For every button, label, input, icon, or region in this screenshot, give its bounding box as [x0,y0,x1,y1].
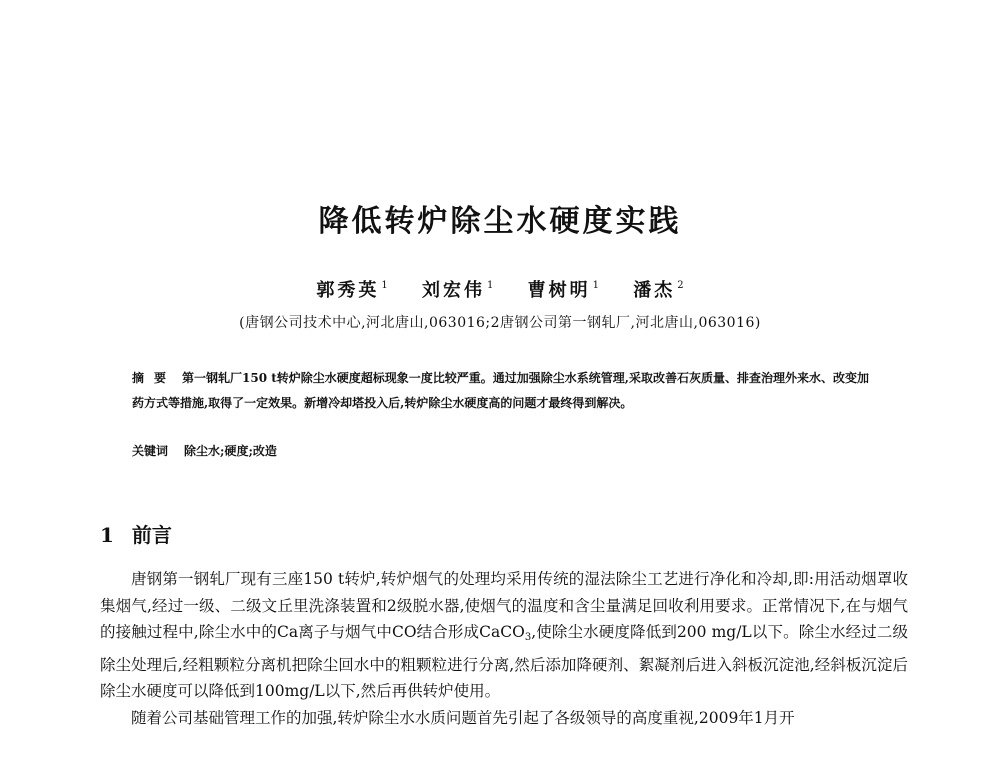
author-name: 潘杰 [633,280,676,301]
section-heading [100,519,172,548]
paper-title: 降低转炉除尘水硬度实践 [318,204,682,239]
author [422,276,493,302]
affiliation-marker: 1 [381,280,388,291]
abstract [132,366,872,416]
affiliation-marker: 2 [677,280,684,291]
author-name: 曹树明 [527,280,591,301]
author-name: 刘宏伟 [421,280,485,301]
author-name: 郭秀英 [316,280,380,301]
body-text [100,566,908,732]
section-title: 前言 [131,523,172,547]
abstract-label: 摘要 [132,371,177,385]
author [316,276,387,302]
subscript: 3 [524,632,532,644]
author [633,276,683,302]
keywords-label: 关键词 [132,444,169,458]
keywords [132,442,872,459]
affiliation-marker: 1 [592,280,600,291]
paragraph: 随着公司基础管理工作的加强,转炉除尘水水质问题首先引起了各级领导的高度重视,2009年1月开 [131,708,795,727]
author [528,276,599,302]
paragraph [100,566,908,705]
paragraph-text: ,使除尘水硬度降低到200 mg/L以下。除尘水经过二级除尘处理后,经粗颗粒分离机把除尘回水中的粗颗粒进行分离,然后添加降硬剂、絮凝剂后进入斜板沉淀池,经斜板沉淀后除尘水硬度可以降低到100mg/L以下,然后再供转炉使用。 [100,623,909,701]
abstract-text: 第一钢轧厂150 t转炉除尘水硬度超标现象一度比较严重。通过加强除尘水系统管理,采取改善石灰质量、排查治理外来水、改变加药方式等措施,取得了一定效果。新增冷却塔投入后,转炉除尘水硬度高的问题才最终得到解决。 [132,371,869,410]
affiliation-marker: 1 [486,280,494,291]
paragraph-text: 唐钢第一钢轧厂现有三座150 t转炉,转炉烟气的处理均采用传统的湿法除尘工艺进行净化和冷却,即:用活动烟罩收集烟气,经过一级、二级文丘里洗涤装置和2级脱水器,使烟气的温度和含尘量满足回收利用要求。正常情况下,在与烟气的接触过程中,除尘水中的Ca离子与烟气中CO结合形成CaCO [100,570,908,642]
author-list [0,276,1000,302]
affiliation: (唐钢公司技术中心,河北唐山,063016;2唐钢公司第一钢轧厂,河北唐山,063016) [239,315,761,331]
section-number: 1 [100,523,114,547]
keywords-text: 除尘水;硬度;改造 [184,444,277,458]
